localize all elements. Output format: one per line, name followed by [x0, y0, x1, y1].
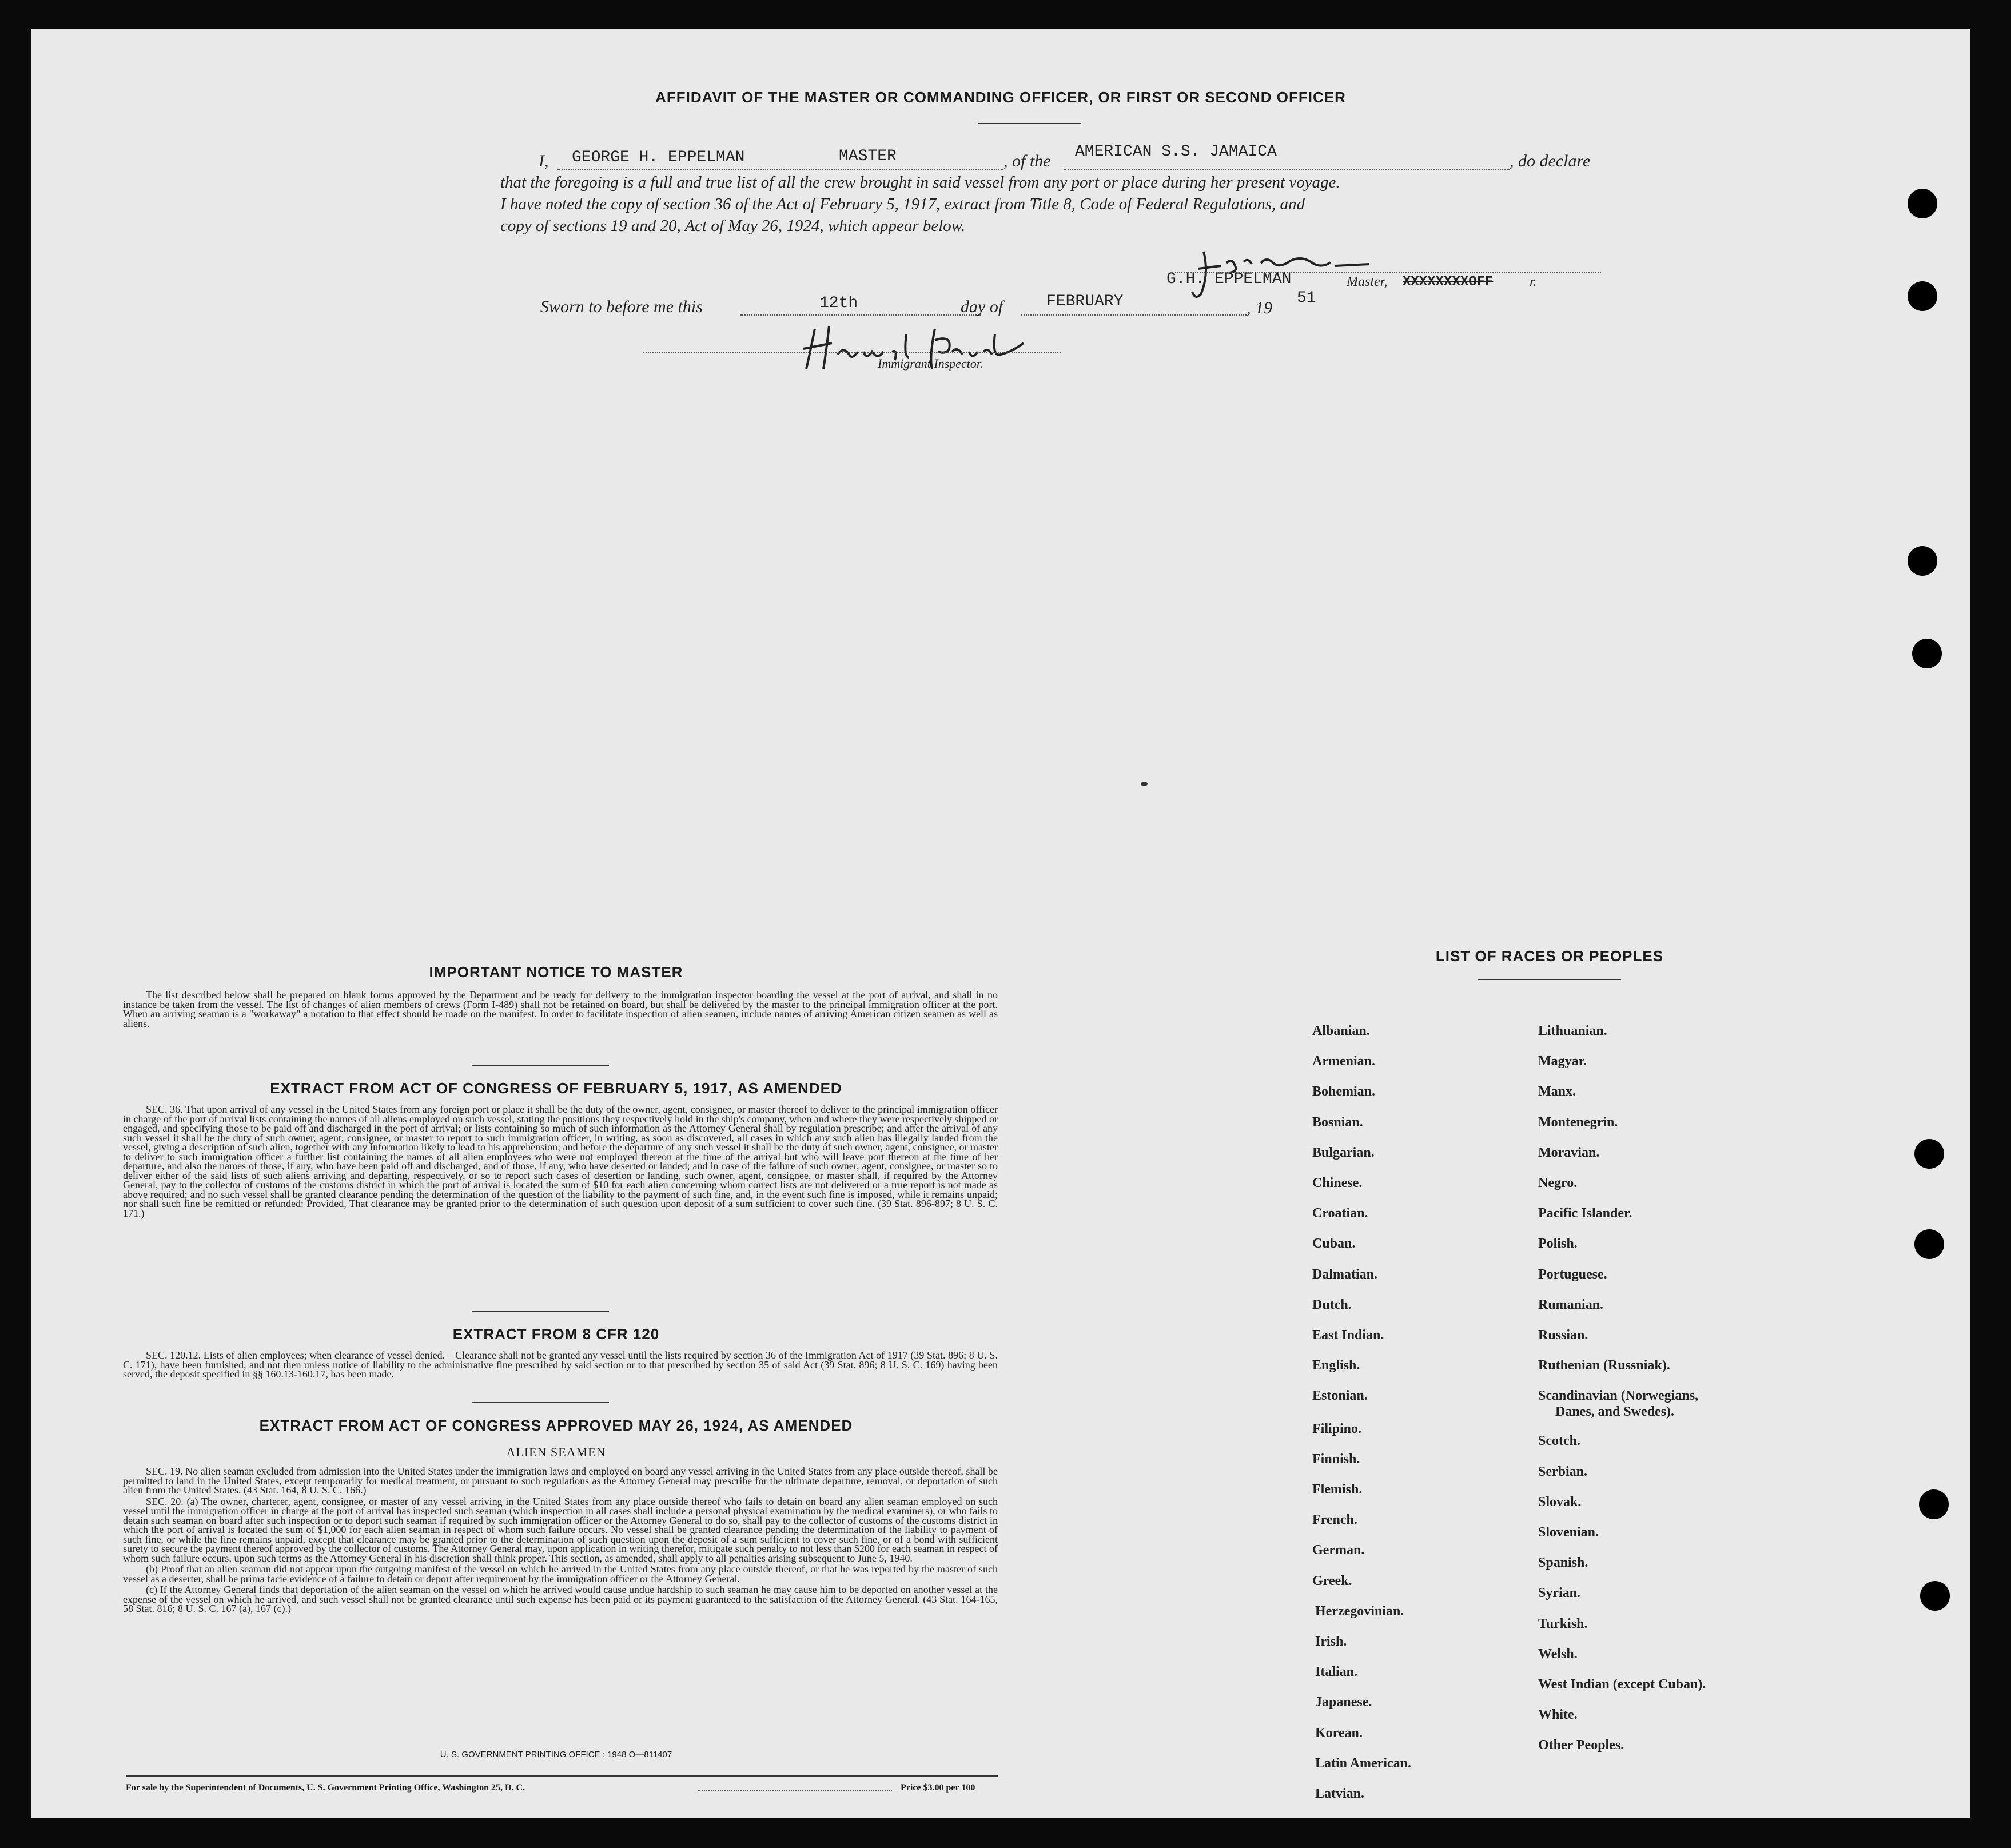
race-item: Herzegovinian. — [1315, 1603, 1404, 1619]
race-item: Lithuanian. — [1538, 1023, 1607, 1038]
punch-hole — [1919, 1489, 1949, 1519]
race-item: Other Peoples. — [1538, 1738, 1624, 1753]
extract-1924-body: SEC. 19. No alien seaman excluded from admission into the United States under the immigration laws and employed on board any vessel arriving in the United States from any place outside thereof, shall be permitted to land in the United States, except temporarily for medical treatment, or pursuant to such regulations as the Attorney General may prescribe for the ultimate departure, removal, or deportation of such alien from the United States. (43 Stat. 164, 8 U. S. C. 166.) SEC. 20. (a) The owner, charterer, agent, consignee, or master of any vessel arriving in the United States from any place outside thereof who fails to detain on board any alien seaman employed on such vessel until the immigration officer in charge at the port of arrival has inspected such seaman (which inspection in all cases shall include a personal physical examination by the medical examiners), or who fails to detain such seaman on board after such inspection or to deport such seaman if required by such immigration officer or the Attorney General to do so, shall pay to the collector of customs of the customs district in which the port of arrival is located the sum of $1,000 for each alien seaman in respect of whom such failure occurs. No vessel shall be granted clearance pending the determination of the liability to payment of such fine, or while the fine remains unpaid, except that clearance may be granted prior to the determination of such question upon the deposit of a sum sufficient to cover such fine, or of a bond with sufficient surety to secure the payment thereof approved by the collector of customs. The Attorney General may, upon application in writing therefor, mitigate such penalty to not less than $200 for each seaman in respect of whom such failure occurs, upon such terms as the Attorney General in his discretion shall think proper. This section, as amended, shall apply to all penalties arising subsequent to June 5, 1940. (b) Proof that an alien seaman did not appear upon the outgoing manifest of the vessel on which he arrived in the United States from any place outside thereof, or that he was reported by the master of such vessel as a deserter, shall be prima facie evidence of a failure to detain or deport after requirement by the immigration officer or the Attorney General. (c) If the Attorney General finds that deportation of the alien seaman on the vessel on which he arrived would cause undue hardship to such seaman he may cause him to be deported on another vessel at the expense of the vessel on which he arrived, and such vessel shall not be granted clearance until such expense has been paid or its payment guaranteed to the satisfaction of the Attorney General. (43 Stat. 164-165, 58 Stat. 816; 8 U. S. C. 167 (a), 167 (c).) — [123, 1465, 998, 1614]
race-item: Cuban. — [1312, 1236, 1356, 1252]
race-item: Magyar. — [1538, 1054, 1587, 1069]
extract-1917-body: SEC. 36. That upon arrival of any vessel in the United States from any foreign port or place it shall be the duty of the owner, agent, consignee, or master thereof to deliver to the principal immigration officer in charge of the port of arrival lists containing the names of all aliens employed on such vessel, stating the positions they respectively hold in the ship's company, when and where they were respectively shipped or engaged, and specifying those to be paid off and discharged in the port of arrival; or lists containing so much of such information as the Attorney General shall by regulation prescribe; and after the arrival of any such vessel it shall be the duty of such owner, agent, consignee, or master to report to such immigration officer, in writing, as soon as discovered, all cases in which any such alien has illegally landed from the vessel, giving a description of such alien, together with any information likely to lead to his apprehension; and before the departure of any such vessel it shall be the duty of such owner, agent, consignee, or master to deliver to such immigration officer a further list containing the names of all alien employees who were not employed thereon at the time of the arrival but who will leave port thereon at the time of her departure, and also the names of those, if any, who have been paid off and discharged, and of those, if any, who have deserted or landed; and in case of the failure of such owner, agent, consignee, or master so to deliver either of the said lists of such aliens arriving and departing, respectively, or so to report such cases of desertion or landing, such owner, agent, consignee, or master shall, if required by the Attorney General, pay to the collector of customs of the customs district in which the port of arrival is located the sum of $10 for each alien concerning whom correct lists are not delivered or a true report is not made as above required; and no such vessel shall be granted clearance pending the determination of the question of the liability to the payment of such fine, and, in the event such fine is imposed, while it remains unpaid; nor shall such fine be remitted or refunded: Provided, That clearance may be granted prior to the determination of such question upon deposit of a sum sufficient to cover such fine. (39 Stat. 896-897; 8 U. S. C. 171.) — [123, 1104, 998, 1219]
affidavit-i: I, — [539, 152, 549, 170]
race-item: Polish. — [1538, 1236, 1578, 1252]
race-item: Welsh. — [1538, 1646, 1578, 1662]
race-item: East Indian. — [1312, 1328, 1384, 1343]
divider — [472, 1402, 609, 1403]
day-blank — [740, 314, 981, 316]
race-item: Portuguese. — [1538, 1266, 1607, 1282]
year-suffix: 51 — [1297, 289, 1316, 307]
race-item: Irish. — [1315, 1634, 1347, 1649]
race-item: Serbian. — [1538, 1464, 1588, 1479]
divider — [1478, 979, 1621, 980]
race-item: Pacific Islander. — [1538, 1206, 1632, 1221]
divider — [472, 1311, 609, 1312]
race-item: Syrian. — [1538, 1586, 1581, 1601]
race-item: Slovak. — [1538, 1494, 1582, 1510]
affidavit-title: AFFIDAVIT OF THE MASTER OR COMMANDING OFFICER, OR FIRST OR SECOND OFFICER — [655, 89, 1346, 106]
inspector-blank — [643, 352, 1061, 353]
race-item: Slovenian. — [1538, 1525, 1599, 1540]
sworn-label: Sworn to before me this — [540, 297, 703, 316]
vessel-blank — [1064, 169, 1510, 170]
race-item: French. — [1312, 1512, 1357, 1528]
race-item: Spanish. — [1538, 1555, 1588, 1571]
inspector-label: Immigrant Inspector. — [878, 356, 983, 371]
race-item: Russian. — [1538, 1328, 1588, 1343]
do-declare-label: , do declare — [1510, 152, 1591, 170]
day-of-label: day of — [961, 297, 1003, 316]
race-item: Negro. — [1538, 1176, 1578, 1190]
footer-price: Price $3.00 per 100 — [901, 1783, 975, 1793]
extract-cfr-title: EXTRACT FROM 8 CFR 120 — [452, 1325, 660, 1343]
race-item: Manx. — [1538, 1084, 1576, 1100]
extract-1924-title: EXTRACT FROM ACT OF CONGRESS APPROVED MAY 26, 1924, AS AMENDED — [259, 1417, 853, 1434]
of-the-label: , of the — [1003, 152, 1051, 170]
race-item: Turkish. — [1538, 1616, 1588, 1631]
divider — [472, 1065, 609, 1066]
signature-typed: G.H. EPPELMAN — [1166, 270, 1292, 288]
punch-hole — [1908, 546, 1937, 576]
race-item: Filipino. — [1312, 1421, 1362, 1436]
race-item: Bosnian. — [1312, 1114, 1363, 1130]
punch-hole — [1908, 189, 1937, 218]
divider — [978, 123, 1081, 124]
race-item: Albanian. — [1312, 1023, 1370, 1038]
race-item: Dutch. — [1312, 1297, 1352, 1312]
race-item: Flemish. — [1312, 1482, 1363, 1497]
vessel-name: AMERICAN S.S. JAMAICA — [1075, 143, 1277, 161]
sworn-month: FEBRUARY — [1046, 293, 1124, 310]
punch-hole — [1920, 1581, 1950, 1611]
race-item: Ruthenian (Russniak). — [1538, 1358, 1670, 1373]
race-item: Bohemian. — [1312, 1084, 1376, 1100]
officer-rank: MASTER — [839, 148, 897, 165]
race-item: Danes, and Swedes). — [1555, 1404, 1675, 1420]
notice-body: The list described below shall be prepared on blank forms approved by the Department and be ready for delivery to the immigration inspector boarding the vessel at the port of arrival, and shall in no instance be taken from the vessel. The list of changes of alien members of crews (Form I-489) shall not be retained on board, but shall be delivered by the master to the principal immigration officer at the port. When an arriving seaman is a "workaway" a notation to that effect should be made on the manifest. In order to facilitate inspection of alien seamen, include names of arriving American citizen seamen as well as aliens. — [123, 989, 998, 1029]
race-item: Italian. — [1315, 1664, 1358, 1680]
race-item: Finnish. — [1312, 1451, 1360, 1467]
punch-hole — [1912, 639, 1942, 668]
sworn-day: 12th — [819, 294, 858, 312]
affidavit-line-4: copy of sections 19 and 20, Act of May 26, 1924, which appear below. — [500, 217, 966, 235]
affidavit-line-3: I have noted the copy of section 36 of the Act of February 5, 1917, extract from Title 8, Code of Federal Regulations, and — [500, 195, 1305, 213]
month-blank — [1021, 314, 1247, 316]
gpo-line: U. S. GOVERNMENT PRINTING OFFICE : 1948 O—811407 — [440, 1750, 672, 1759]
race-item: German. — [1312, 1543, 1365, 1558]
alien-seamen-subtitle: ALIEN SEAMEN — [506, 1445, 606, 1459]
extract-cfr-body: SEC. 120.12. Lists of alien employees; when clearance of vessel denied.—Clearance shall not be granted any vessel until the lists required by section 36 of the Immigration Act of 1917 (39 Stat. 896; 8 U. S. C. 171), have been furnished, and not then unless notice of liability to the administrative fine prescribed by said section or to that prescribed by section 35 of said Act (39 Stat. 896; 8 U. S. C. 169) having been served, the deposit specified in §§ 160.13-160.17, has been made. — [123, 1349, 998, 1380]
name-blank — [557, 169, 1003, 170]
punch-hole — [1908, 281, 1937, 311]
punch-hole — [1914, 1139, 1944, 1169]
affidavit-line-2: that the foregoing is a full and true list of all the crew brought in said vessel from any port or place during her present voyage. — [500, 173, 1340, 192]
notice-title: IMPORTANT NOTICE TO MASTER — [429, 963, 683, 981]
form-page — [31, 29, 1970, 1818]
master-struck-text: XXXXXXXXOFF — [1403, 274, 1494, 290]
race-item: Moravian. — [1538, 1145, 1600, 1160]
master-label: Master, — [1347, 274, 1388, 289]
race-item: Scandinavian (Norwegians, — [1538, 1388, 1699, 1404]
race-item: Montenegrin. — [1538, 1114, 1618, 1130]
race-item: Korean. — [1315, 1725, 1363, 1741]
race-item: Estonian. — [1312, 1388, 1368, 1404]
extract-1917-title: EXTRACT FROM ACT OF CONGRESS OF FEBRUARY 5, 1917, AS AMENDED — [270, 1080, 842, 1097]
races-title: LIST OF RACES OR PEOPLES — [1435, 947, 1664, 965]
footer-leader — [698, 1790, 892, 1791]
race-item: Croatian. — [1312, 1206, 1368, 1221]
race-item: Greek. — [1312, 1573, 1352, 1588]
race-item: Latvian. — [1315, 1786, 1365, 1801]
race-item: Bulgarian. — [1312, 1145, 1375, 1160]
race-item: Rumanian. — [1538, 1297, 1604, 1312]
punch-hole — [1914, 1229, 1944, 1259]
officer-name: GEORGE H. EPPELMAN — [572, 149, 745, 166]
year-prefix: , 19 — [1247, 298, 1272, 317]
race-item: West Indian (except Cuban). — [1538, 1677, 1706, 1692]
master-suffix: r. — [1530, 274, 1537, 289]
race-item: Latin American. — [1315, 1755, 1411, 1771]
race-item: White. — [1538, 1707, 1578, 1723]
race-item: Dalmatian. — [1312, 1266, 1377, 1282]
race-item: Japanese. — [1315, 1695, 1372, 1710]
race-item: Armenian. — [1312, 1054, 1375, 1069]
race-item: English. — [1312, 1358, 1360, 1373]
footer-sale-text: For sale by the Superintendent of Documents, U. S. Government Printing Office, Washington 25, D. C. — [126, 1783, 525, 1793]
race-item: Chinese. — [1312, 1176, 1363, 1190]
footer-rule — [126, 1775, 998, 1777]
speck — [1141, 782, 1148, 786]
race-item: Scotch. — [1538, 1433, 1580, 1449]
